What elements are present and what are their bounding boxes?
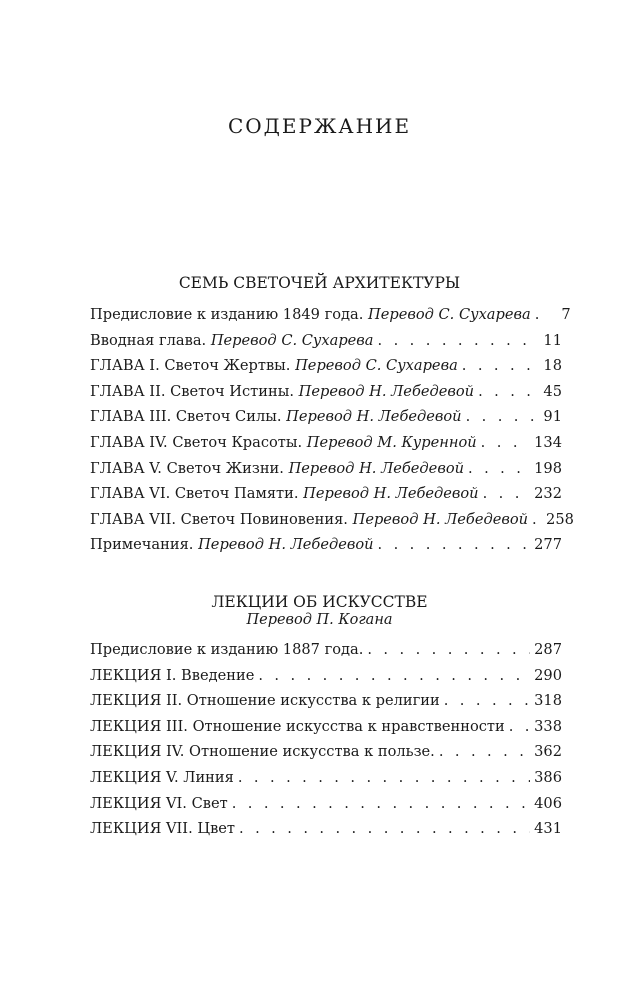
- toc-entry-translator: Перевод Н. Лебедевой: [286, 408, 462, 426]
- dot-leader: [239, 820, 530, 837]
- toc-entry-page: 134: [534, 433, 562, 451]
- toc-entry-title: Предисловие к изданию 1849 года.: [90, 306, 364, 323]
- dot-leader: [238, 769, 530, 786]
- toc-entry-title: ЛЕКЦИЯ I. Введение: [90, 666, 255, 684]
- toc-entry-translator: Перевод Н. Лебедевой: [303, 485, 479, 503]
- toc-entry-page: 362: [534, 743, 562, 761]
- toc-entry-page: 198: [534, 459, 562, 477]
- toc-entry-title: Предисловие к изданию 1887 года.: [90, 641, 364, 658]
- dot-leader: [378, 332, 536, 349]
- toc-entry-page: 232: [534, 485, 562, 503]
- toc-entry-page: 287: [534, 641, 562, 658]
- toc-entry[interactable]: [90, 460, 562, 486]
- dot-leader: [258, 667, 530, 684]
- toc-entry-title: ЛЕКЦИЯ III. Отношение искусства к нравственности: [90, 717, 505, 735]
- toc-entry[interactable]: [90, 820, 562, 846]
- toc-entry[interactable]: [90, 357, 562, 383]
- toc-entry[interactable]: [90, 692, 562, 718]
- section-title-architecture: СЕМЬ СВЕТОЧЕЙ АРХИТЕКТУРЫ: [178, 274, 461, 292]
- dot-leader: [367, 641, 530, 658]
- toc-entry-translator: Перевод С. Сухарева: [295, 357, 458, 375]
- toc-entry-translator: Перевод Н. Лебедевой: [198, 536, 374, 554]
- toc-entry-title: Вводная глава.: [90, 331, 207, 349]
- toc-entry[interactable]: [90, 795, 562, 821]
- dot-leader: [468, 460, 530, 477]
- toc-entry-translator: Перевод С. Сухарева: [210, 331, 374, 349]
- toc-entry-page: 277: [534, 536, 562, 554]
- toc-entry-title: ЛЕКЦИЯ VII. Цвет: [90, 820, 236, 838]
- toc-entry-page: 290: [534, 666, 562, 684]
- dot-leader: [378, 536, 531, 553]
- dot-leader: [466, 408, 536, 425]
- toc-entry-page: 45: [543, 382, 562, 400]
- dot-leader: [535, 306, 545, 323]
- toc-entry-translator: Перевод Н. Лебедевой: [352, 510, 529, 528]
- toc-entry-title: ГЛАВА VII. Светоч Повиновения.: [90, 510, 348, 528]
- toc-list-architecture: [90, 306, 574, 562]
- dot-leader: [462, 357, 536, 374]
- toc-entry-title: ГЛАВА V. Светоч Жизни.: [90, 459, 284, 477]
- toc-entry-translator: Перевод С. Сухарева: [367, 306, 531, 323]
- toc-entry-page: 258: [546, 510, 574, 528]
- toc-entry[interactable]: [90, 434, 562, 460]
- toc-entry-translator: Перевод М. Куренной: [306, 433, 477, 451]
- toc-list-lectures: [90, 641, 562, 846]
- toc-entry-page: 431: [534, 820, 562, 838]
- toc-entry[interactable]: [90, 485, 562, 511]
- dot-leader: [481, 434, 530, 451]
- toc-entry-title: ГЛАВА II. Светоч Истины.: [90, 382, 294, 400]
- toc-entry-title: ЛЕКЦИЯ VI. Свет: [90, 794, 228, 812]
- dot-leader: [478, 383, 536, 400]
- toc-entry[interactable]: [90, 718, 562, 744]
- toc-entry[interactable]: [90, 743, 562, 769]
- toc-entry-page: 318: [534, 692, 562, 710]
- toc-entry-page: 11: [543, 331, 562, 349]
- toc-entry[interactable]: [90, 306, 571, 332]
- toc-entry[interactable]: [90, 641, 562, 667]
- toc-entry[interactable]: [90, 667, 562, 693]
- toc-entry-page: 7: [561, 306, 571, 323]
- toc-entry-title: ГЛАВА III. Светоч Силы.: [90, 408, 282, 426]
- section-title-lectures: ЛЕКЦИИ ОБ ИСКУССТВЕ: [211, 593, 428, 611]
- toc-entry[interactable]: [90, 332, 562, 358]
- toc-entry-title: Примечания.: [90, 536, 194, 554]
- toc-entry[interactable]: [90, 536, 562, 562]
- page-title: СОДЕРЖАНИЕ: [227, 114, 412, 138]
- dot-leader: [232, 795, 530, 812]
- toc-entry-translator: Перевод Н. Лебедевой: [298, 382, 475, 400]
- toc-entry-title: ГЛАВА I. Светоч Жертвы.: [90, 357, 291, 375]
- toc-entry-page: 386: [534, 768, 562, 786]
- toc-entry-title: ЛЕКЦИЯ V. Линия: [90, 768, 234, 786]
- toc-entry-title: ГЛАВА IV. Светоч Красоты.: [90, 433, 303, 451]
- dot-leader: [509, 718, 530, 735]
- dot-leader: [439, 743, 530, 760]
- toc-entry-page: 406: [534, 794, 562, 812]
- toc-entry[interactable]: [90, 408, 562, 434]
- dot-leader: [444, 692, 530, 709]
- dot-leader: [532, 511, 542, 528]
- toc-entry[interactable]: [90, 510, 574, 537]
- toc-entry-page: 91: [543, 408, 562, 426]
- toc-entry-title: ЛЕКЦИЯ II. Отношение искусства к религии: [90, 692, 440, 710]
- toc-entry-page: 18: [543, 357, 562, 375]
- toc-entry[interactable]: [90, 769, 562, 795]
- toc-entry-page: 338: [534, 717, 562, 735]
- toc-entry[interactable]: [90, 383, 562, 409]
- toc-entry-title: ГЛАВА VI. Светоч Памяти.: [90, 485, 299, 503]
- toc-entry-title: ЛЕКЦИЯ IV. Отношение искусства к пользе.: [90, 743, 435, 761]
- toc-entry-translator: Перевод Н. Лебедевой: [288, 459, 465, 477]
- dot-leader: [483, 485, 531, 502]
- section-subtitle-lectures: Перевод П. Когана: [246, 612, 393, 628]
